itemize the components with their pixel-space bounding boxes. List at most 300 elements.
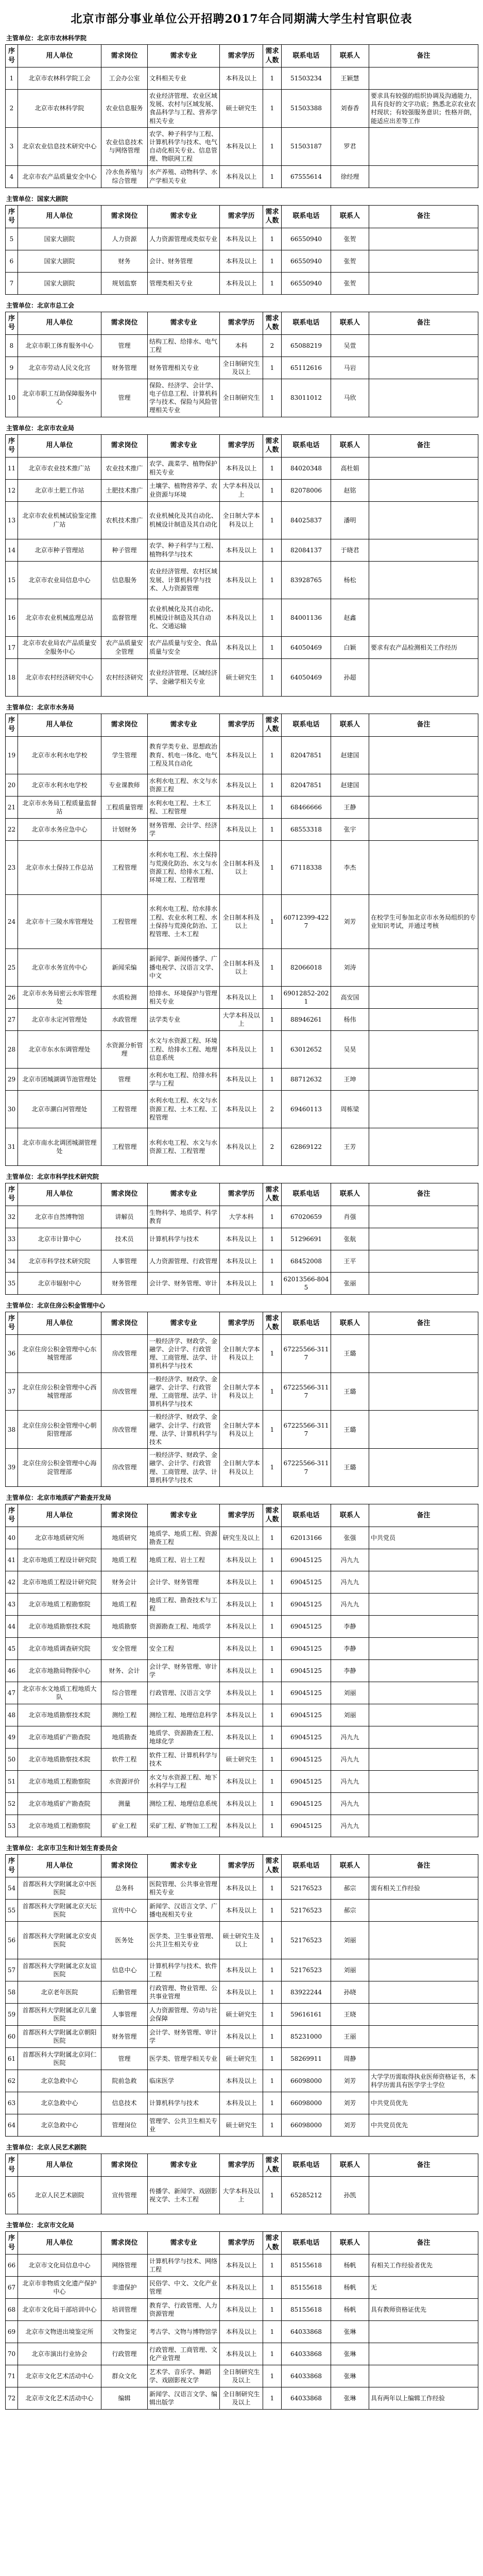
cell-note — [369, 165, 478, 188]
cell-position: 技术员 — [101, 1228, 148, 1250]
cell-position: 土肥技术推广 — [101, 479, 148, 501]
cell-position: 财务管理 — [101, 2026, 148, 2048]
cell-unit: 北京市水文地质工程地质大队 — [18, 1682, 101, 1704]
cell-phone: 60712399-4227 — [282, 894, 331, 948]
table-row — [6, 2026, 478, 2048]
cell-education: 硕士研究生 — [220, 2004, 263, 2026]
cell-contact: 冯九九 — [331, 1771, 369, 1793]
column-header: 需求专业 — [148, 1183, 220, 1206]
cell-phone: 82047851 — [282, 774, 331, 796]
cell-count: 1 — [263, 1008, 282, 1030]
cell-contact: 杨帆 — [331, 2299, 369, 2321]
column-header: 联系人 — [331, 2154, 369, 2177]
cell-unit: 北京市水务宣传中心 — [18, 948, 101, 986]
cell-unit: 北京市农业局农产品质量安全服务中心 — [18, 636, 101, 658]
cell-education: 研究生及以上 — [220, 1527, 263, 1549]
cell-major: 水利水电工程、给水排水工程、农业水利工程、水土保持与荒漠化防治、工程管理、土木工程 — [148, 894, 220, 948]
cell-note — [369, 1411, 478, 1449]
table-row — [6, 1030, 478, 1068]
cell-education: 全日制大学本科及以上 — [220, 1449, 263, 1487]
cell-position: 财务 — [101, 250, 148, 272]
column-header: 需求岗位 — [101, 312, 148, 334]
cell-no: 39 — [6, 1449, 18, 1487]
cell-position: 农业技术推广 — [101, 457, 148, 479]
cell-major: 人力资源管理、行政管理 — [148, 1250, 220, 1272]
cell-count: 1 — [263, 1449, 282, 1487]
column-header: 需求人数 — [263, 1312, 282, 1334]
cell-note — [369, 774, 478, 796]
cell-unit: 北京市地质工程勘察院 — [18, 1815, 101, 1837]
cell-no: 71 — [6, 2365, 18, 2387]
cell-count: 1 — [263, 894, 282, 948]
section-title: 主管单位：北京市卫生和计划生育委员会 — [6, 1844, 118, 1852]
cell-education: 本科及以上 — [220, 599, 263, 636]
cell-position: 工程管理 — [101, 1128, 148, 1165]
table-row — [6, 127, 478, 165]
cell-position: 地质工程 — [101, 1594, 148, 1616]
cell-no: 16 — [6, 599, 18, 636]
cell-note — [369, 539, 478, 561]
column-header: 备注 — [369, 1312, 478, 1334]
cell-no: 21 — [6, 796, 18, 818]
cell-contact: 张贺 — [331, 272, 369, 294]
cell-education: 本科及以上 — [220, 1704, 263, 1726]
cell-note — [369, 561, 478, 599]
cell-phone: 68452008 — [282, 1250, 331, 1272]
cell-major: 测绘工程、地理信息系统 — [148, 1793, 220, 1815]
cell-major: 农业机械化及其自动化、机械设计制造及其自动化、交通运输 — [148, 599, 220, 636]
cell-position: 人力资源 — [101, 228, 148, 250]
cell-unit: 北京市职工体育服务中心 — [18, 334, 101, 357]
column-header: 需求学历 — [220, 2232, 263, 2255]
table-row — [6, 2321, 478, 2343]
cell-note — [369, 379, 478, 417]
cell-unit: 北京市地质矿产勘查院 — [18, 1793, 101, 1815]
cell-major: 会计学、财务管理、审计学 — [148, 1660, 220, 1682]
cell-major: 会计学、财务管理、审计 — [148, 1272, 220, 1294]
cell-count: 1 — [263, 1571, 282, 1594]
cell-phone: 64050469 — [282, 636, 331, 658]
cell-major: 民俗学、中文、文化产业管理 — [148, 2277, 220, 2299]
cell-phone: 67555614 — [282, 165, 331, 188]
cell-no: 33 — [6, 1228, 18, 1250]
cell-phone: 52176523 — [282, 1900, 331, 1922]
cell-count: 1 — [263, 774, 282, 796]
cell-education: 本科及以上 — [220, 1090, 263, 1128]
cell-position: 安全管理 — [101, 1638, 148, 1660]
cell-no: 14 — [6, 539, 18, 561]
cell-note: 有相关工作经验者优先 — [369, 2255, 478, 2277]
cell-position: 宣传中心 — [101, 1900, 148, 1922]
cell-note — [369, 840, 478, 894]
column-header: 用人单位 — [18, 1504, 101, 1527]
cell-contact: 杨伟 — [331, 1008, 369, 1030]
cell-count: 2 — [263, 1128, 282, 1165]
cell-count: 1 — [263, 1771, 282, 1793]
table-row — [6, 658, 478, 696]
column-header: 联系电话 — [282, 1312, 331, 1334]
cell-contact: 郝宗 — [331, 1900, 369, 1922]
cell-count: 1 — [263, 1749, 282, 1771]
cell-phone: 51503187 — [282, 127, 331, 165]
column-header: 序号 — [6, 45, 18, 67]
cell-unit: 北京市农林科学院 — [18, 90, 101, 128]
cell-note — [369, 1981, 478, 2004]
cell-note — [369, 501, 478, 539]
cell-phone: 82084137 — [282, 539, 331, 561]
cell-major: 水利水电工程、给排水科学与工程 — [148, 1068, 220, 1090]
cell-count: 1 — [263, 1682, 282, 1704]
cell-note — [369, 818, 478, 840]
cell-no: 3 — [6, 127, 18, 165]
cell-contact: 冯九九 — [331, 1793, 369, 1815]
cell-no: 37 — [6, 1372, 18, 1411]
cell-phone: 69045125 — [282, 1704, 331, 1726]
cell-contact: 孙晓 — [331, 1981, 369, 2004]
cell-education: 本科及以上 — [220, 636, 263, 658]
cell-phone: 69045125 — [282, 1616, 331, 1638]
cell-note — [369, 1334, 478, 1372]
cell-unit: 北京市十三陵水库管理处 — [18, 894, 101, 948]
cell-no: 19 — [6, 736, 18, 774]
cell-count: 1 — [263, 1250, 282, 1272]
column-header: 联系电话 — [282, 312, 331, 334]
cell-note — [369, 272, 478, 294]
cell-contact: 孙凯 — [331, 2177, 369, 2214]
column-header: 需求专业 — [148, 205, 220, 228]
cell-contact: 张强 — [331, 1527, 369, 1549]
column-header: 需求人数 — [263, 45, 282, 67]
table-header-row — [6, 1312, 478, 1334]
column-header: 联系电话 — [282, 1183, 331, 1206]
page-title: 北京市部分事业单位公开招聘2017年合同期满大学生村官职位表 — [71, 12, 412, 26]
cell-position: 农产品质量安全管理 — [101, 636, 148, 658]
cell-note — [369, 250, 478, 272]
cell-major: 医学类、卫生事业管理、公共卫生相关专业 — [148, 1922, 220, 1959]
table-row — [6, 1793, 478, 1815]
column-header: 联系人 — [331, 714, 369, 736]
cell-contact: 刘丽 — [331, 1922, 369, 1959]
cell-note — [369, 599, 478, 636]
cell-phone: 68553318 — [282, 818, 331, 840]
cell-unit: 北京市团城湖调节池管理处 — [18, 1068, 101, 1090]
cell-no: 12 — [6, 479, 18, 501]
column-header: 需求学历 — [220, 2154, 263, 2177]
table-row — [6, 90, 478, 128]
cell-note — [369, 1815, 478, 1837]
cell-contact: 张宇 — [331, 818, 369, 840]
cell-position: 农业信息技术与网络管理 — [101, 127, 148, 165]
table-row — [6, 1981, 478, 2004]
cell-phone: 66098000 — [282, 2092, 331, 2114]
cell-note: 具有教师资格证优先 — [369, 2299, 478, 2321]
cell-unit: 北京急救中心 — [18, 2092, 101, 2114]
cell-position: 种子管理 — [101, 539, 148, 561]
cell-position: 管理 — [101, 334, 148, 357]
cell-count: 1 — [263, 1616, 282, 1638]
column-header: 需求岗位 — [101, 434, 148, 457]
cell-phone: 69045125 — [282, 1682, 331, 1704]
cell-phone: 82066018 — [282, 948, 331, 986]
cell-position: 测量 — [101, 1793, 148, 1815]
cell-position: 财务管理 — [101, 357, 148, 379]
cell-count: 1 — [263, 2070, 282, 2092]
cell-education: 本科及以上 — [220, 736, 263, 774]
section-title: 主管单位：国家大剧院 — [6, 195, 68, 202]
cell-phone: 84025837 — [282, 501, 331, 539]
cell-phone: 58269911 — [282, 2048, 331, 2070]
cell-major: 新闻学、汉语言文学、广播电视相关专业 — [148, 1900, 220, 1922]
cell-phone: 59616161 — [282, 2004, 331, 2026]
cell-contact: 王晓 — [331, 2004, 369, 2026]
cell-count: 1 — [263, 2365, 282, 2387]
column-header: 联系人 — [331, 312, 369, 334]
cell-position: 新闻采编 — [101, 948, 148, 986]
cell-contact: 赵铭 — [331, 479, 369, 501]
cell-major: 水利水电工程、水文与水资源工程、工程管理 — [148, 1128, 220, 1165]
cell-count: 1 — [263, 2026, 282, 2048]
table-row — [6, 736, 478, 774]
cell-count: 1 — [263, 228, 282, 250]
cell-position: 培训管理 — [101, 2299, 148, 2321]
cell-phone: 85155618 — [282, 2255, 331, 2277]
cell-contact: 王璐 — [331, 1372, 369, 1411]
cell-unit: 北京市水利水电学校 — [18, 774, 101, 796]
cell-unit: 北京市农林科学院工会 — [18, 67, 101, 90]
table-row — [6, 2004, 478, 2026]
cell-contact: 赵鑫 — [331, 599, 369, 636]
cell-position: 专业课教师 — [101, 774, 148, 796]
cell-position: 财务、会计 — [101, 1660, 148, 1682]
cell-count: 1 — [263, 2277, 282, 2299]
cell-unit: 北京市科学技术研究院 — [18, 1250, 101, 1272]
column-header: 需求岗位 — [101, 1312, 148, 1334]
positions-table — [5, 1183, 478, 1295]
cell-unit: 国家大剧院 — [18, 228, 101, 250]
cell-note — [369, 2048, 478, 2070]
cell-phone: 83928765 — [282, 561, 331, 599]
cell-contact: 冯九九 — [331, 1726, 369, 1749]
column-header: 序号 — [6, 2154, 18, 2177]
cell-position: 院前急救 — [101, 2070, 148, 2092]
cell-unit: 北京市地质工程勘察院 — [18, 1594, 101, 1616]
cell-phone: 65088219 — [282, 334, 331, 357]
cell-education: 全日制本科及以上 — [220, 894, 263, 948]
cell-major: 地质学、地质工程、资源勘查工程 — [148, 1527, 220, 1549]
cell-education: 本科 — [220, 334, 263, 357]
column-header: 用人单位 — [18, 2232, 101, 2255]
column-header: 联系人 — [331, 434, 369, 457]
cell-no: 4 — [6, 165, 18, 188]
table-row — [6, 1922, 478, 1959]
column-header: 需求专业 — [148, 1312, 220, 1334]
table-row — [6, 1090, 478, 1128]
cell-phone: 82047851 — [282, 736, 331, 774]
cell-position: 工程管理 — [101, 1090, 148, 1128]
cell-note — [369, 1749, 478, 1771]
cell-unit: 国家大剧院 — [18, 250, 101, 272]
table-row — [6, 2277, 478, 2299]
cell-note: 在校学生可参加北京市水务局组织的专业知识考试，并通过考核 — [369, 894, 478, 948]
cell-count: 1 — [263, 539, 282, 561]
cell-no: 65 — [6, 2177, 18, 2214]
cell-note — [369, 1793, 478, 1815]
cell-position: 人事管理 — [101, 2004, 148, 2026]
cell-no: 31 — [6, 1128, 18, 1165]
cell-note: 大学学历需取得执业医师资格证书，本科学历需具有医学学士学位 — [369, 2070, 478, 2092]
column-header: 需求学历 — [220, 434, 263, 457]
cell-education: 大学本科 — [220, 1206, 263, 1228]
section-title: 主管单位：北京市农林科学院 — [6, 35, 87, 42]
cell-education: 本科及以上 — [220, 1228, 263, 1250]
cell-no: 9 — [6, 357, 18, 379]
cell-contact: 杨松 — [331, 561, 369, 599]
cell-note: 中共党员优先 — [369, 2092, 478, 2114]
cell-position: 医务处 — [101, 1922, 148, 1959]
cell-unit: 北京市农产品质量安全中心 — [18, 165, 101, 188]
cell-unit: 北京市地质勘察技术院 — [18, 1616, 101, 1638]
cell-education: 全日制本科及以上 — [220, 840, 263, 894]
column-header: 用人单位 — [18, 312, 101, 334]
cell-education: 本科及以上 — [220, 67, 263, 90]
table-row — [6, 479, 478, 501]
cell-no: 27 — [6, 1008, 18, 1030]
cell-education: 本科及以上 — [220, 1616, 263, 1638]
cell-count: 1 — [263, 1594, 282, 1616]
table-row — [6, 457, 478, 479]
cell-phone: 67225566-3117 — [282, 1411, 331, 1449]
cell-major: 资源勘查工程、地质学 — [148, 1616, 220, 1638]
cell-phone: 88712632 — [282, 1068, 331, 1090]
cell-contact: 潘明 — [331, 501, 369, 539]
table-row — [6, 561, 478, 599]
cell-position: 财务管理 — [101, 1272, 148, 1294]
cell-phone: 69460113 — [282, 1090, 331, 1128]
cell-position: 工程管理 — [101, 894, 148, 948]
cell-education: 本科及以上 — [220, 457, 263, 479]
section-title: 主管单位：北京市农业局 — [6, 424, 75, 432]
positions-table — [5, 1312, 478, 1487]
cell-no: 18 — [6, 658, 18, 696]
positions-table — [5, 44, 478, 188]
cell-position: 农机技术推广 — [101, 501, 148, 539]
cell-count: 1 — [263, 818, 282, 840]
table-row — [6, 272, 478, 294]
cell-unit: 北京市职工互助保障服务中心 — [18, 379, 101, 417]
cell-position: 水资源评价 — [101, 1771, 148, 1793]
cell-no: 25 — [6, 948, 18, 986]
cell-note: 具有两年以上编辑工作经验 — [369, 2387, 478, 2410]
cell-no: 6 — [6, 250, 18, 272]
cell-education: 本科及以上 — [220, 1250, 263, 1272]
cell-note — [369, 1959, 478, 1981]
cell-contact: 马岩 — [331, 357, 369, 379]
cell-count: 1 — [263, 2299, 282, 2321]
table-row — [6, 1959, 478, 1981]
cell-position: 房改管理 — [101, 1372, 148, 1411]
table-row — [6, 1008, 478, 1030]
cell-position: 人事管理 — [101, 1250, 148, 1272]
cell-phone: 66550940 — [282, 228, 331, 250]
table-row — [6, 1449, 478, 1487]
cell-position: 讲解员 — [101, 1206, 148, 1228]
table-row — [6, 1771, 478, 1793]
cell-no: 28 — [6, 1030, 18, 1068]
cell-major: 农产品质量与安全、食品质量与安全 — [148, 636, 220, 658]
cell-contact: 王坤 — [331, 1068, 369, 1090]
column-header: 序号 — [6, 434, 18, 457]
table-row — [6, 2387, 478, 2410]
cell-unit: 北京市农业机械监理总站 — [18, 599, 101, 636]
cell-count: 1 — [263, 1272, 282, 1294]
cell-no: 20 — [6, 774, 18, 796]
cell-major: 农业机械化及其自动化、机械设计制造及其自动化 — [148, 501, 220, 539]
cell-major: 地质学、资源勘查工程、地球化学 — [148, 1726, 220, 1749]
column-header: 需求人数 — [263, 2232, 282, 2255]
cell-phone: 63012652 — [282, 1030, 331, 1068]
cell-contact: 王璐 — [331, 1449, 369, 1487]
cell-contact: 杨帆 — [331, 2277, 369, 2299]
cell-unit: 北京市南水北调团城湖管理处 — [18, 1128, 101, 1165]
column-header: 联系电话 — [282, 714, 331, 736]
column-header: 需求岗位 — [101, 2154, 148, 2177]
cell-no: 67 — [6, 2277, 18, 2299]
cell-education: 全日制大学本科及以上 — [220, 1334, 263, 1372]
table-header-row — [6, 1183, 478, 1206]
cell-education: 全日制研究生及以上 — [220, 2365, 263, 2387]
cell-note — [369, 1008, 478, 1030]
cell-unit: 北京市劳动人民文化宫 — [18, 357, 101, 379]
column-header: 需求专业 — [148, 1855, 220, 1877]
cell-major: 农业经济管理、农业区域发展、农村与区域发展、食品科学与工程、营养学相关专业 — [148, 90, 220, 128]
table-row — [6, 1411, 478, 1449]
table-row — [6, 2299, 478, 2321]
cell-unit: 北京市农业机械试验鉴定推广站 — [18, 501, 101, 539]
cell-position: 财务会计 — [101, 1571, 148, 1594]
positions-table — [5, 205, 478, 295]
column-header: 需求学历 — [220, 1312, 263, 1334]
cell-count: 1 — [263, 736, 282, 774]
cell-major: 一般经济学、财政学、金融学、会计学、行政管理、工商管理、法学、计算机科学与技术 — [148, 1449, 220, 1487]
cell-contact: 李静 — [331, 1660, 369, 1682]
cell-major: 一般经济学、财政学、金融学、会计学、行政管理、工商管理、法学、计算机科学与技术 — [148, 1334, 220, 1372]
column-header: 需求岗位 — [101, 714, 148, 736]
cell-contact: 郝宗 — [331, 1877, 369, 1900]
cell-contact: 冯九九 — [331, 1749, 369, 1771]
cell-phone: 66098000 — [282, 2070, 331, 2092]
cell-contact: 刘芳 — [331, 2114, 369, 2137]
cell-education: 本科及以上 — [220, 1068, 263, 1090]
cell-count: 1 — [263, 2177, 282, 2214]
cell-note — [369, 948, 478, 986]
cell-phone: 84020348 — [282, 457, 331, 479]
cell-count: 1 — [263, 986, 282, 1008]
cell-major: 农业经济管理、区域经济学、金融学相关专业 — [148, 658, 220, 696]
cell-contact: 吴昊 — [331, 1030, 369, 1068]
column-header: 需求人数 — [263, 312, 282, 334]
column-header: 需求专业 — [148, 312, 220, 334]
column-header: 需求人数 — [263, 1855, 282, 1877]
cell-major: 艺术学、音乐学、舞蹈学、戏剧影视文学 — [148, 2365, 220, 2387]
cell-position: 非遗保护 — [101, 2277, 148, 2299]
cell-no: 35 — [6, 1272, 18, 1294]
cell-count: 1 — [263, 2048, 282, 2070]
cell-position: 矿业工程 — [101, 1815, 148, 1837]
cell-unit: 北京市水务局工程质量监督站 — [18, 796, 101, 818]
cell-note — [369, 1571, 478, 1594]
column-header: 联系电话 — [282, 2154, 331, 2177]
cell-major: 地质工程、勘查技术与工程 — [148, 1594, 220, 1616]
